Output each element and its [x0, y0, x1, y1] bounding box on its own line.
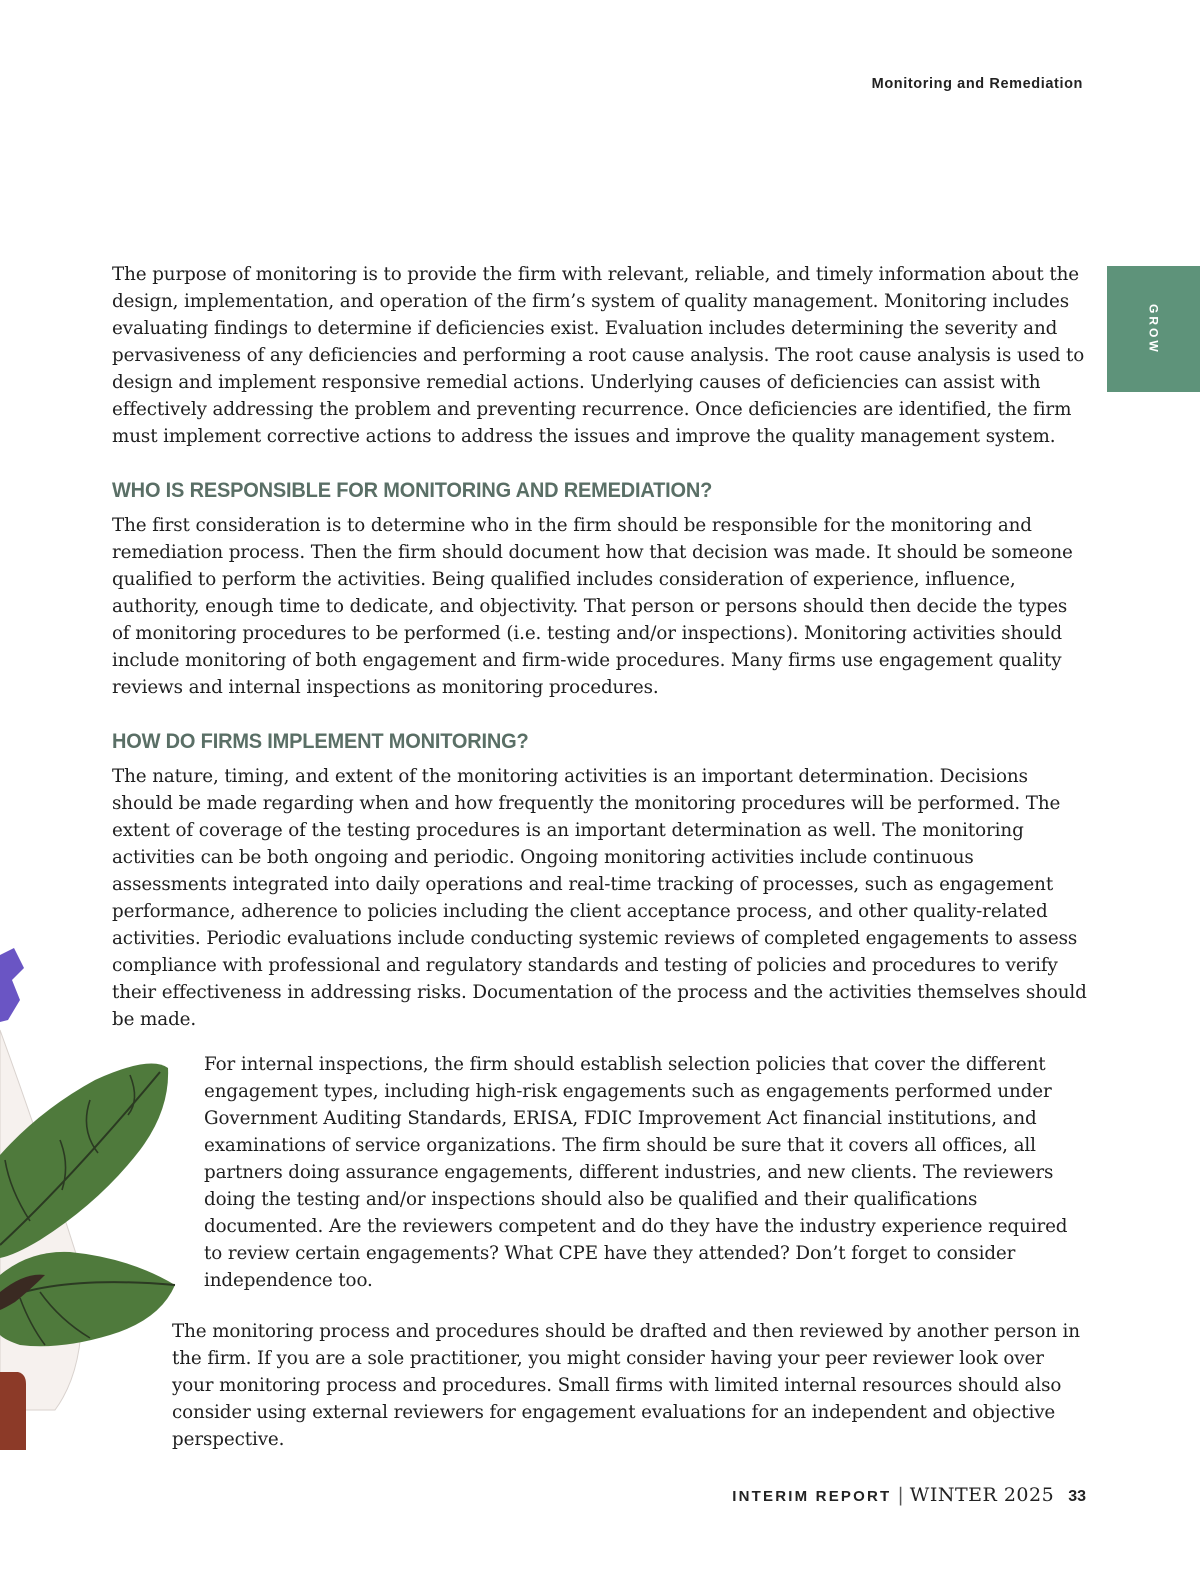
page-number: 33 — [1068, 1488, 1086, 1505]
section-tab-label: GROW — [1146, 303, 1161, 355]
section-tab — [1107, 266, 1200, 392]
implement-paragraph: The nature, timing, and extent of the monitoring activities is an important determination. Decisions should be made regarding when and how frequently the monitoring procedures will be performed. The extent of coverage of the testing procedures is an important determination as well. The monitoring activities can be both ongoing and periodic. Ongoing monitoring activities include continuous assessments integrated into daily operations and real-time tracking of processes, such as engagement performance, adherence to policies including the client acceptance process, and other quality-related activities. Periodic evaluations include conducting systemic reviews of completed engagements to assess compliance with professional and regulatory standards and testing of policies and procedures to verify their effectiveness in addressing risks. Documentation of the process and the activities themselves should be made. — [112, 766, 1087, 1030]
closing-paragraph: The monitoring process and procedures should be drafted and then reviewed by another person in the firm. If you are a sole practitioner, you might consider having your peer reviewer look over your monitoring process and procedures. Small firms with limited internal resources should also consider using external reviewers for engagement evaluations for an independent and objective perspective. — [172, 1321, 1080, 1450]
responsible-paragraph: The first consideration is to determine who in the firm should be responsible for the monitoring and remediation process. Then the firm should document how that decision was made. It should be someone qualified to perform the activities. Being qualified includes consideration of experience, influence, authority, enough time to dedicate, and objectivity. That person or persons should then decide the types of monitoring procedures to be performed (i.e. testing and/or inspections). Monitoring activities should include monitoring of both engagement and firm-wide procedures. Many firms use engagement quality reviews and internal inspections as monitoring procedures. — [112, 515, 1073, 698]
section-heading-implement: HOW DO FIRMS IMPLEMENT MONITORING? — [112, 729, 529, 753]
publication-name: INTERIM REPORT — [732, 1488, 892, 1505]
page-footer — [732, 1484, 1086, 1506]
issue-date: WINTER 2025 — [909, 1484, 1055, 1506]
running-head: Monitoring and Remediation — [871, 76, 1083, 92]
article-body — [112, 261, 1087, 1453]
section-heading-responsible: WHO IS RESPONSIBLE FOR MONITORING AND REMEDIATION? — [112, 478, 713, 502]
intro-paragraph: The purpose of monitoring is to provide the firm with relevant, reliable, and timely information about the design, implementation, and operation of the firm’s system of quality management. Monitoring includes evaluating findings to determine if deficiencies exist. Evaluation includes determining the severity and pervasiveness of any deficiencies and performing a root cause analysis. The root cause analysis is used to design and implement responsive remedial actions. Underlying causes of deficiencies can assist with effectively addressing the problem and preventing recurrence. Once deficiencies are identified, the firm must implement corrective actions to address the issues and improve the quality management system. — [112, 264, 1085, 447]
footer-separator: | — [897, 1484, 904, 1506]
inspections-paragraph: For internal inspections, the firm should establish selection policies that cover the different engagement types, including high-risk engagements such as engagements performed under Government Auditing Standards, ERISA, FDIC Improvement Act financial institutions, and examinations of service organizations. The firm should be sure that it covers all offices, all partners doing assurance engagements, different industries, and new clients. The reviewers doing the testing and/or inspections should also be qualified and their qualifications documented. Are the reviewers competent and do they have the industry experience required to review certain engagements? What CPE have they attended? Don’t forget to consider independence too. — [204, 1054, 1068, 1291]
